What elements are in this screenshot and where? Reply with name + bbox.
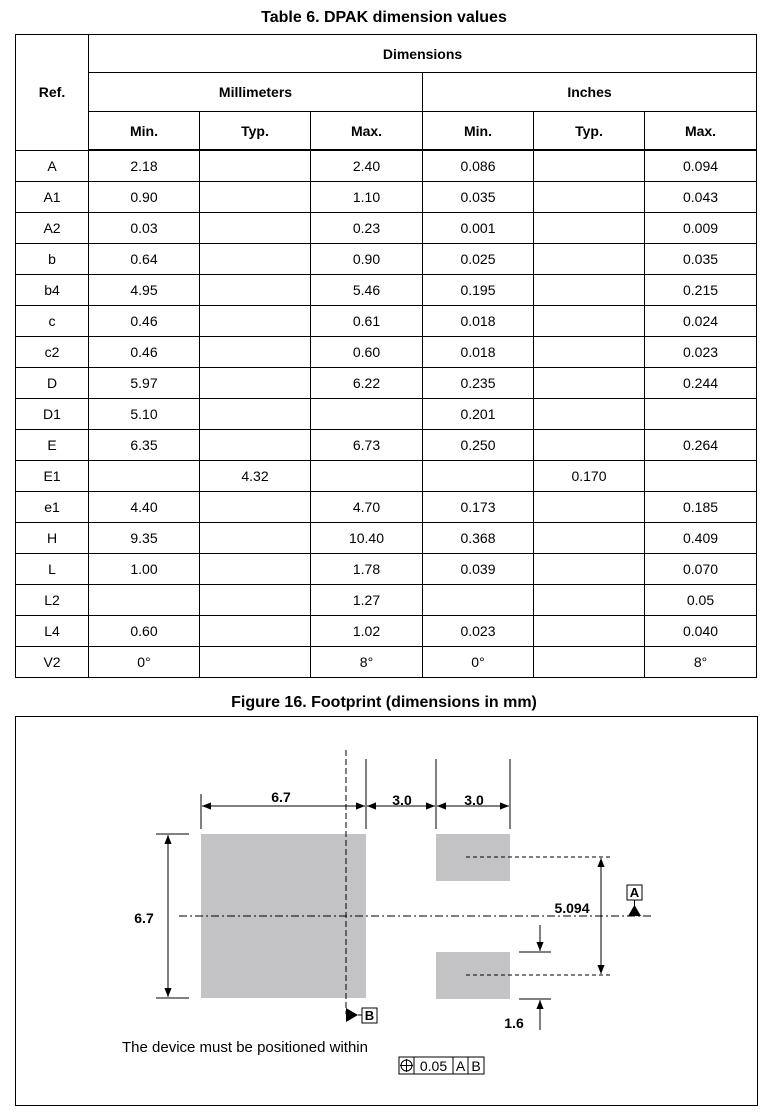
ref-cell: b4 [16,275,89,306]
footprint-drawing [16,717,757,1105]
value-cell: 2.18 [89,150,200,182]
value-cell: 6.22 [311,368,423,399]
millimeters-header: Millimeters [89,73,423,112]
value-cell: 0.173 [423,492,534,523]
value-cell: 6.73 [311,430,423,461]
value-cell [534,182,645,213]
value-cell: 0.001 [423,213,534,244]
inches-header: Inches [423,73,757,112]
value-cell: 0.024 [645,306,757,337]
value-cell [534,616,645,647]
value-cell [534,337,645,368]
value-cell: 10.40 [311,523,423,554]
value-cell: 8° [645,647,757,678]
ref-header: Ref. [16,35,89,151]
value-cell [534,399,645,430]
value-cell: 0.023 [423,616,534,647]
dim-6-7-width-label: 6.7 [271,789,291,805]
table-row [16,337,757,368]
value-cell: 0.009 [645,213,757,244]
ref-cell: E1 [16,461,89,492]
value-cell [200,213,311,244]
dim-1-6-label: 1.6 [504,1015,524,1031]
value-cell [200,647,311,678]
table-row [16,306,757,337]
value-cell [200,554,311,585]
value-cell: 1.27 [311,585,423,616]
value-cell: 0.086 [423,150,534,182]
table-row [16,399,757,430]
ref-cell: A2 [16,213,89,244]
value-cell: 0.03 [89,213,200,244]
value-cell [534,244,645,275]
value-cell [89,461,200,492]
value-cell [534,523,645,554]
value-cell: 0.90 [89,182,200,213]
value-cell: 2.40 [311,150,423,182]
value-cell [534,554,645,585]
datum-b-triangle [346,1008,358,1022]
value-cell: 0.039 [423,554,534,585]
value-cell [89,585,200,616]
ref-cell: D1 [16,399,89,430]
value-cell [200,337,311,368]
value-cell: 5.97 [89,368,200,399]
value-cell [534,647,645,678]
value-cell [534,368,645,399]
value-cell: 0.185 [645,492,757,523]
value-cell: 0.094 [645,150,757,182]
value-cell [200,585,311,616]
ref-cell: b [16,244,89,275]
ref-cell: V2 [16,647,89,678]
dimensions-header: Dimensions [89,35,757,73]
value-cell [534,150,645,182]
ref-cell: c [16,306,89,337]
value-cell [200,616,311,647]
value-cell: 0.023 [645,337,757,368]
ref-cell: e1 [16,492,89,523]
value-cell: 0.040 [645,616,757,647]
value-cell: 0.60 [89,616,200,647]
value-cell: 5.10 [89,399,200,430]
value-cell: 0.368 [423,523,534,554]
value-cell: 0.61 [311,306,423,337]
footprint-figure [15,716,758,1106]
value-cell [534,213,645,244]
value-cell: 1.10 [311,182,423,213]
value-cell [200,492,311,523]
value-cell [200,275,311,306]
value-cell: 0.23 [311,213,423,244]
value-cell: 0.90 [311,244,423,275]
table-row [16,150,757,182]
value-cell: 6.35 [89,430,200,461]
table-row [16,430,757,461]
inch-typ-header: Typ. [534,112,645,151]
table-row [16,492,757,523]
table-row [16,616,757,647]
mm-max-header: Max. [311,112,423,151]
value-cell [200,399,311,430]
datum-a-label: A [629,885,640,900]
value-cell: 0.64 [89,244,200,275]
value-cell: 0.264 [645,430,757,461]
value-cell: 0.195 [423,275,534,306]
table-row [16,275,757,306]
value-cell: 0° [423,647,534,678]
value-cell [200,523,311,554]
value-cell: 0.250 [423,430,534,461]
value-cell [311,399,423,430]
dim-3-0-gap-label: 3.0 [392,792,412,808]
datum-b-label: B [364,1008,375,1023]
table-row [16,368,757,399]
value-cell: 4.40 [89,492,200,523]
value-cell: 0.244 [645,368,757,399]
tolerance-datum-b: B [471,1058,481,1074]
ref-cell: L4 [16,616,89,647]
table-row [16,523,757,554]
table-row [16,461,757,492]
value-cell [534,585,645,616]
value-cell [645,399,757,430]
figure-title: Figure 16. Footprint (dimensions in mm) [231,694,537,711]
ref-cell: D [16,368,89,399]
value-cell [645,461,757,492]
inch-min-header: Min. [423,112,534,151]
ref-cell: A1 [16,182,89,213]
ref-cell: A [16,150,89,182]
value-cell [311,461,423,492]
value-cell [423,461,534,492]
value-cell [534,275,645,306]
value-cell [534,430,645,461]
tolerance-frame [399,1057,484,1074]
value-cell [200,244,311,275]
value-cell [534,306,645,337]
tolerance-value: 0.05 [419,1058,448,1074]
value-cell: 0.170 [534,461,645,492]
value-cell [423,585,534,616]
value-cell: 0.46 [89,337,200,368]
value-cell [200,306,311,337]
value-cell: 0.60 [311,337,423,368]
mm-typ-header: Typ. [200,112,311,151]
table-row [16,585,757,616]
value-cell: 1.02 [311,616,423,647]
table-row [16,554,757,585]
value-cell: 0.018 [423,306,534,337]
value-cell: 4.95 [89,275,200,306]
value-cell: 1.78 [311,554,423,585]
ref-cell: L2 [16,585,89,616]
value-cell: 0.018 [423,337,534,368]
ref-cell: L [16,554,89,585]
ref-cell: H [16,523,89,554]
value-cell: 4.32 [200,461,311,492]
table-row [16,213,757,244]
value-cell: 0.46 [89,306,200,337]
table-row [16,182,757,213]
value-cell: 0.025 [423,244,534,275]
value-cell: 0° [89,647,200,678]
value-cell: 0.235 [423,368,534,399]
dim-6-7-height-label: 6.7 [134,910,154,926]
table-row [16,647,757,678]
value-cell [534,492,645,523]
ref-cell: E [16,430,89,461]
value-cell: 0.05 [645,585,757,616]
tolerance-datum-a: A [455,1058,466,1074]
mm-min-header: Min. [89,112,200,151]
dim-5-094-label: 5.094 [554,900,590,916]
value-cell: 0.043 [645,182,757,213]
inch-max-header: Max. [645,112,757,151]
value-cell [200,430,311,461]
value-cell: 1.00 [89,554,200,585]
value-cell: 0.035 [423,182,534,213]
table-row [16,244,757,275]
table-body [16,150,757,678]
datum-a-triangle [628,905,641,916]
value-cell: 0.201 [423,399,534,430]
value-cell: 0.070 [645,554,757,585]
ref-cell: c2 [16,337,89,368]
value-cell [200,182,311,213]
value-cell [200,368,311,399]
dim-3-0-pad-label: 3.0 [464,792,484,808]
value-cell: 0.215 [645,275,757,306]
value-cell [200,150,311,182]
positioning-note: The device must be positioned within [122,1039,368,1056]
value-cell: 5.46 [311,275,423,306]
value-cell: 0.409 [645,523,757,554]
value-cell: 0.035 [645,244,757,275]
value-cell: 9.35 [89,523,200,554]
value-cell: 4.70 [311,492,423,523]
dpak-dimension-table [15,34,757,678]
table-title: Table 6. DPAK dimension values [261,9,507,26]
value-cell: 8° [311,647,423,678]
